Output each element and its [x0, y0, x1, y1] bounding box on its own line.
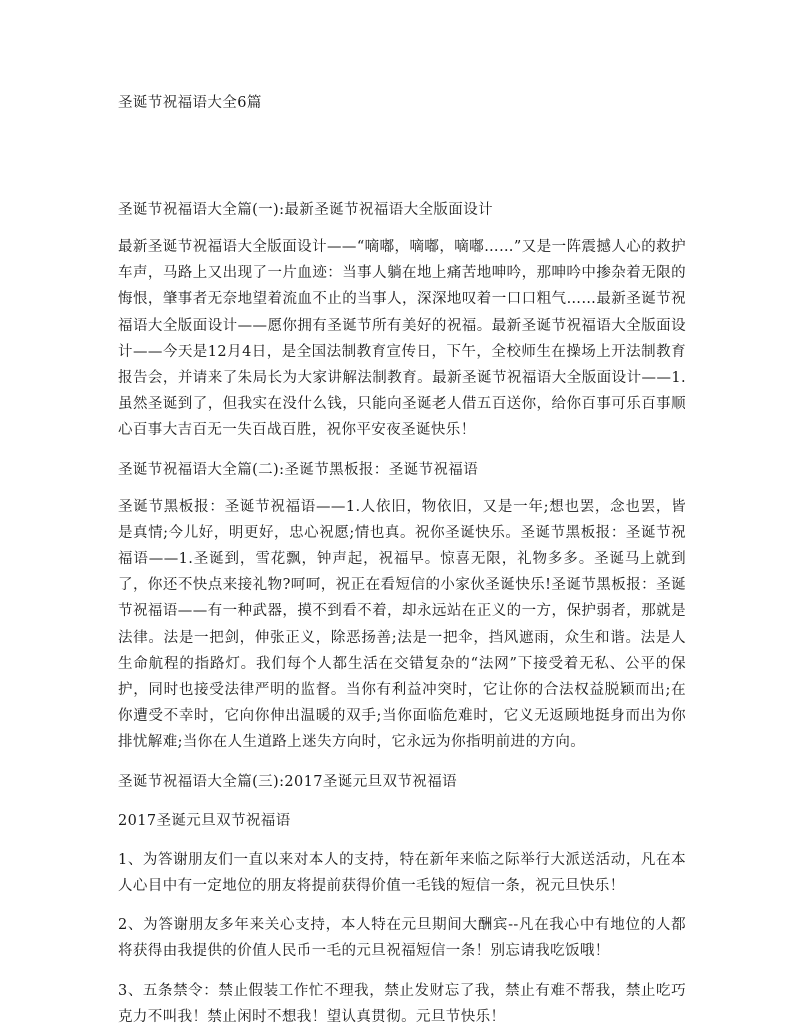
- list-item: 2、为答谢朋友多年来关心支持，本人特在元旦期间大酬宾--凡在我心中有地位的人都将获得由我提供的价值人民币一毛的元旦祝福短信一条！别忘请我吃饭哦！: [118, 917, 686, 960]
- document-title: 圣诞节祝福语大全6篇: [118, 95, 262, 111]
- list-item: 1、为答谢朋友们一直以来对本人的支持，特在新年来临之际举行大派送活动，凡在本人心目中有一定地位的朋友将提前获得价值一毛钱的短信一条，祝元旦快乐！: [118, 851, 686, 895]
- section-subheading-3: 2017圣诞元旦双节祝福语: [118, 812, 291, 829]
- section-body-2: 圣诞节黑板报：圣诞节祝福语——1.人依旧，物依旧，又是一年;想也罢，念也罢，皆是真情;今儿好，明更好，忠心祝愿;情也真。祝你圣诞快乐。圣诞节黑板报：圣诞节祝福语——1.圣诞到，雪花飘，钟声起，祝福早。惊喜无限，礼物多多。圣诞马上就到了，你还不快点来接礼物?呵呵，祝正在看短信的小家伙圣诞快乐!圣诞节黑板报：圣诞节祝福语——有一种武器，摸不到看不着，却永远站在正义的一方，保护弱者，那就是法律。法是一把剑，伸张正义，除恶扬善;法是一把伞，挡风遮雨，众生和谐。法是人生命航程的指路灯。我们每个人都生活在交错复杂的“法网”下接受着无私、公平的保护，同时也接受法律严明的监督。当你有利益冲突时，它让你的合法权益脱颖而出;在你遭受不幸时，它向你伸出温暖的双手;当你面临危难时，它义无返顾地挺身而出为你排忧解难;当你在人生道路上迷失方向时，它永远为你指明前进的方向。: [118, 498, 686, 751]
- section-heading-1: 圣诞节祝福语大全篇(一):最新圣诞节祝福语大全版面设计: [118, 202, 493, 218]
- document-page: [118, 90, 686, 1030]
- section-heading-2: 圣诞节祝福语大全篇(二):圣诞节黑板报：圣诞节祝福语: [118, 461, 479, 478]
- section-body-1: 最新圣诞节祝福语大全版面设计——“嘀嘟，嘀嘟，嘀嘟……”又是一阵震撼人心的救护车声，马路上又出现了一片血迹：当事人躺在地上痛苦地呻吟，那呻吟中掺杂着无限的悔恨，肇事者无奈地望着流血不止的当事人，深深地叹着一口口粗气……最新圣诞节祝福语大全版面设计——愿你拥有圣诞节所有美好的祝福。最新圣诞节祝福语大全版面设计——今天是12月4日，是全国法制教育宣传日，下午，全校师生在操场上开法制教育报告会，并请来了朱局长为大家讲解法制教育。最新圣诞节祝福语大全版面设计——1.虽然圣诞到了，但我实在没什么钱，只能向圣诞老人借五百送你，给你百事可乐百事顺心百事大吉百无一失百战百胜，祝你平安夜圣诞快乐！: [118, 239, 686, 439]
- list-item: 3、五条禁令：禁止假装工作忙不理我，禁止发财忘了我，禁止有难不帮我，禁止吃巧克力不叫我！禁止闲时不想我！望认真贯彻。元旦节快乐！: [118, 982, 686, 1025]
- section-heading-3: 圣诞节祝福语大全篇(三):2017圣诞元旦双节祝福语: [118, 773, 457, 790]
